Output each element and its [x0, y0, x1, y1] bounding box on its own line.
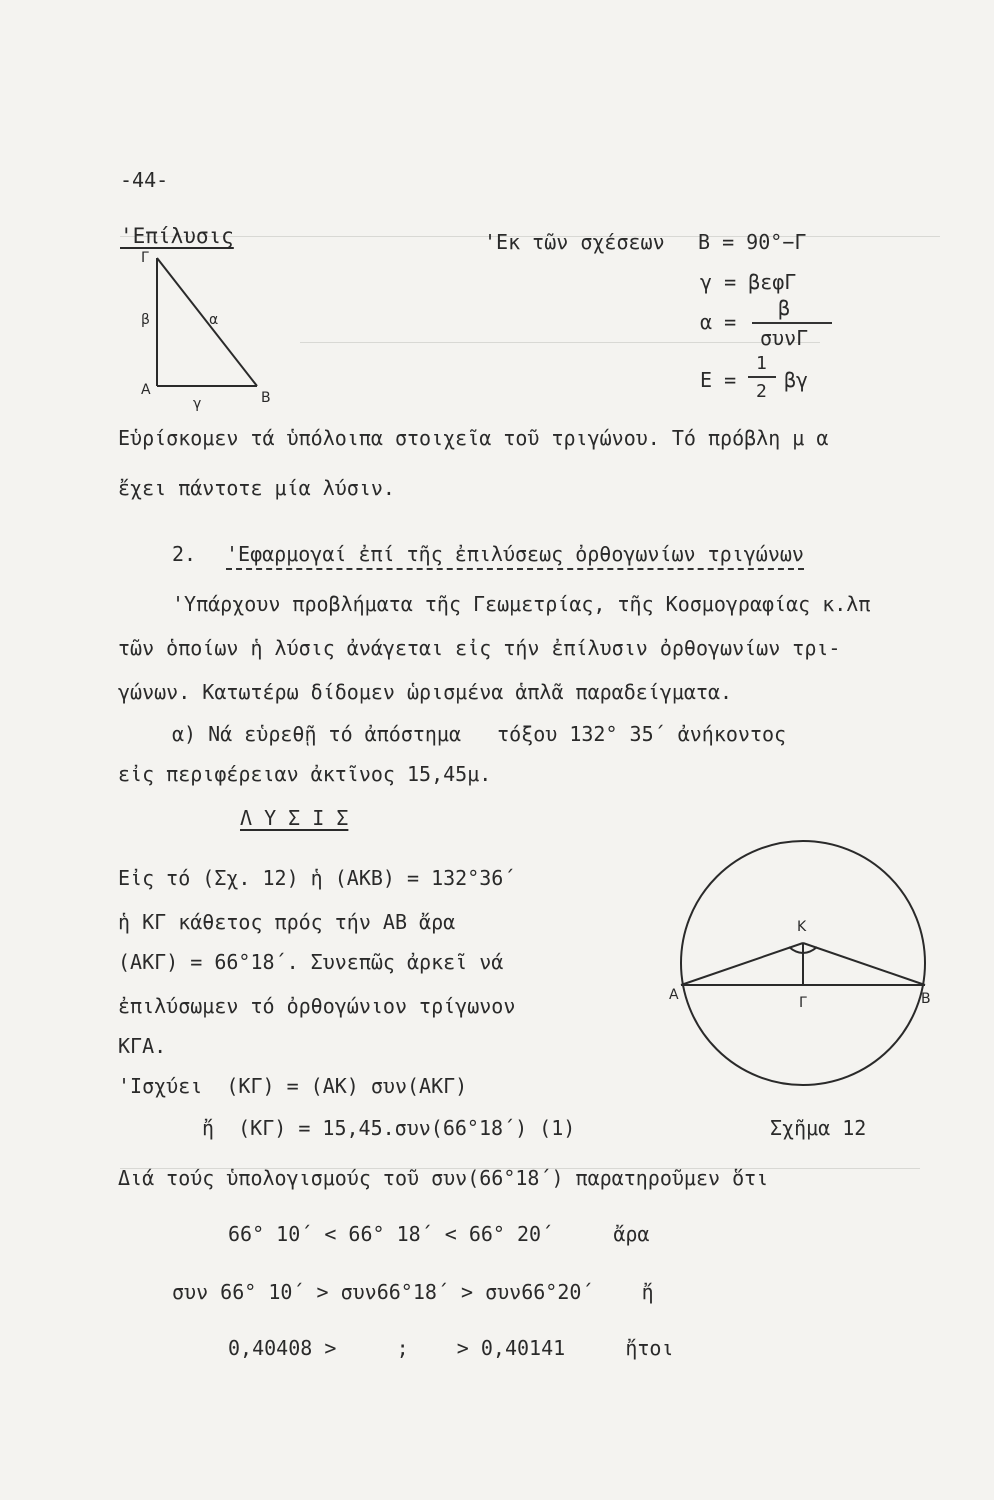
relation-4-den: 2	[756, 381, 767, 402]
solution-line-6: 'Ισχύει (ΚΓ) = (ΑΚ) συν(ΑΚΓ)	[118, 1074, 468, 1098]
fraction-bar	[752, 322, 832, 324]
problem-line-1: α) Νά εὑρεθῇ τό ἀπόστημα τόξου 132° 35΄ ἀνήκοντος	[172, 722, 787, 746]
triangle-label-a: Α	[141, 382, 151, 398]
problem-line-2: εἰς περιφέρειαν ἀκτῖνος 15,45μ.	[118, 762, 492, 786]
right-triangle-diagram	[125, 248, 285, 418]
calc-intro: Διά τούς ὑπολογισμούς τοῦ συν(66°18΄) παρατηροῦμεν ὅτι	[118, 1166, 769, 1190]
lysis-heading: Λ Υ Σ Ι Σ	[240, 806, 349, 830]
solution-line-4: ἐπιλύσωμεν τό ὀρθογώνιον τρίγωνον	[118, 994, 516, 1018]
paragraph-2-line-1: 'Υπάρχουν προβλήματα τῆς Γεωμετρίας, τῆς Κοσμογραφίας κ.λπ	[172, 592, 871, 616]
relations-intro: 'Εκ τῶν σχέσεων	[484, 230, 665, 254]
solution-line-7: ἤ (ΚΓ) = 15,45.συν(66°18΄) (1)	[202, 1116, 576, 1140]
relation-3-den: συνΓ	[760, 326, 809, 350]
fraction-bar	[748, 376, 776, 378]
calc-line-3: 0,40408 > ; > 0,40141 ἤτοι	[228, 1336, 674, 1360]
calc-line-2: συν 66° 10΄ > συν66°18΄ > συν66°20΄ ἤ	[172, 1280, 654, 1304]
triangle-label-hyp: α	[209, 312, 219, 328]
solution-line-2: ἡ ΚΓ κάθετος πρός τήν ΑΒ ἄρα	[118, 910, 456, 934]
relation-1: Β = 90°−Γ	[698, 230, 807, 254]
figure-label-k: Κ	[797, 919, 807, 935]
triangle-label-top: Γ	[141, 250, 149, 266]
relation-4-num: 1	[756, 353, 767, 374]
relation-4-lhs: Ε =	[700, 368, 737, 392]
relation-3-num: β	[778, 296, 791, 320]
section-title: 'Εφαρμογαί ἐπί τῆς ἐπιλύσεως ὀρθογωνίων τριγώνων	[226, 542, 804, 570]
relation-2: γ = βεφΓ	[700, 270, 797, 294]
triangle-label-left: β	[141, 312, 150, 328]
page-number: -44-	[120, 168, 169, 192]
paragraph-1-line-1: Εὑρίσκομεν τά ὑπόλοιπα στοιχεῖα τοῦ τριγώνου. Τό πρόβλη μ α	[118, 426, 829, 450]
figure-caption: Σχῆμα 12	[770, 1116, 867, 1140]
bleed-through	[300, 342, 820, 343]
paragraph-1-line-2: ἔχει πάντοτε μία λύσιν.	[118, 476, 395, 500]
figure-label-a: Α	[669, 987, 679, 1003]
figure-label-b: Β	[921, 991, 931, 1007]
relation-3-lhs: α =	[700, 310, 737, 334]
solution-line-5: ΚΓΑ.	[118, 1034, 167, 1058]
circle-chord-diagram	[669, 835, 935, 1095]
solution-heading: 'Επίλυσις	[120, 224, 234, 248]
figure-label-g: Γ	[799, 995, 807, 1011]
triangle-label-bottom: γ	[193, 396, 202, 412]
paragraph-2-line-2: τῶν ὁποίων ἡ λύσις ἀνάγεται εἰς τήν ἐπίλυσιν ὀρθογωνίων τρι-	[118, 636, 841, 660]
solution-line-1: Εἰς τό (Σχ. 12) ἡ (ΑΚΒ) = 132°36΄	[118, 866, 516, 890]
solution-line-3: (ΑΚΓ) = 66°18΄. Συνεπῶς ἀρκεῖ νά	[118, 950, 504, 974]
section-number: 2.	[172, 542, 197, 566]
triangle-label-b: Β	[261, 390, 271, 406]
relation-4-rhs: βγ	[784, 368, 809, 392]
calc-line-1: 66° 10΄ < 66° 18΄ < 66° 20΄ ἄρα	[228, 1222, 650, 1246]
paragraph-2-line-3: γώνων. Κατωτέρω δίδομεν ὡρισμένα ἁπλᾶ παραδείγματα.	[118, 680, 733, 704]
